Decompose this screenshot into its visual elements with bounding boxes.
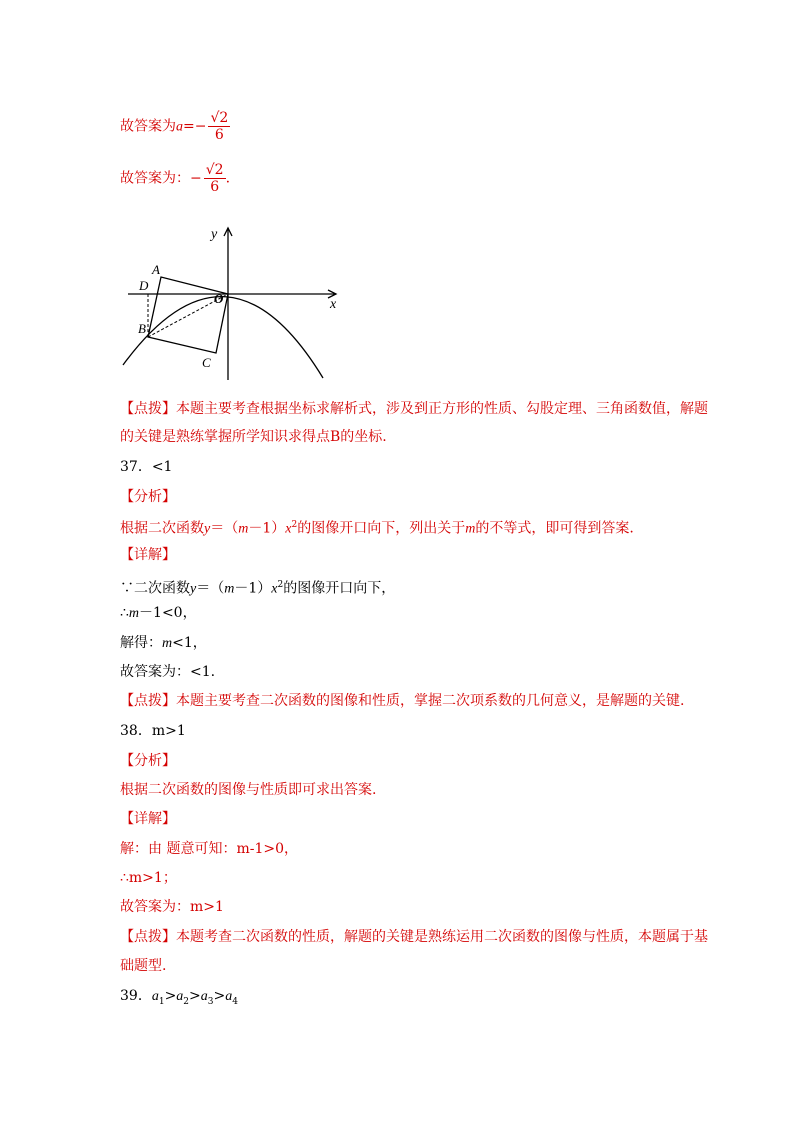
- label-a: A: [152, 262, 160, 277]
- label-c: C: [202, 355, 211, 370]
- q37-fenxi-tag: 【分析】: [120, 489, 176, 505]
- q39-title: 39．$a_1>a_2>a_3>a_4$: [120, 988, 238, 1007]
- q38-fenxi: 根据二次函数的图像与性质即可求出答案.: [120, 782, 377, 798]
- label-b: B: [138, 321, 146, 336]
- q38-step-1: 解：由 题意可知：m-1>0，: [120, 841, 299, 857]
- parabola-curve: [123, 297, 323, 378]
- label-x: x: [330, 297, 337, 312]
- fraction: $\frac{√2}{6}$: [205, 162, 224, 195]
- q37-fenxi: 根据二次函数$y=(m-1)x^2$的图像开口向下，列出关于m的不等式，即可得到答案.: [120, 520, 634, 537]
- q38-dianbo-line-2: 础题型.: [120, 958, 167, 974]
- q37-dianbo: 【点拨】本题主要考查二次函数的图像和性质，掌握二次项系数的几何意义，是解题的关键.: [120, 693, 685, 709]
- q37-title: 37．<1: [120, 459, 173, 475]
- geometry-figure: [118, 222, 348, 382]
- label-o: O: [214, 291, 224, 306]
- answer-line-1: 故答案为a=− $\frac{√2}{6}$: [120, 110, 229, 143]
- answer-line-2: 故答案为：− $\frac{√2}{6}$ .: [120, 162, 231, 195]
- q37-step-3: 解得：m<1，: [120, 635, 207, 651]
- q38-step-2: ∴m>1；: [120, 870, 177, 886]
- q38-dianbo-line-1: 【点拨】本题考查二次函数的性质，解题的关键是熟练运用二次函数的图像与性质，本题属于基: [120, 929, 708, 945]
- q37-step-4: 故答案为：<1.: [120, 664, 216, 680]
- q37-step-1: ∵二次函数$y=(m-1)x^2$的图像开口向下，: [120, 580, 396, 597]
- q38-step-3: 故答案为：m>1: [120, 899, 224, 915]
- label-y: y: [211, 227, 218, 242]
- q38-fenxi-tag: 【分析】: [120, 753, 176, 769]
- q38-title: 38．m>1: [120, 723, 186, 739]
- q38-xiangjie-tag: 【详解】: [120, 811, 176, 827]
- label-d: D: [139, 278, 149, 293]
- q37-step-2: ∴m－1<0，: [120, 605, 197, 621]
- q37-xiangjie-tag: 【详解】: [120, 547, 176, 563]
- fraction: $\frac{√2}{6}$: [210, 110, 229, 143]
- q36-dianbo-line-1: 【点拨】本题主要考查根据坐标求解析式，涉及到正方形的性质、勾股定理、三角函数值，解题: [120, 401, 708, 417]
- q36-dianbo-line-2: 的关键是熟练掌握所学知识求得点B的坐标.: [120, 429, 387, 445]
